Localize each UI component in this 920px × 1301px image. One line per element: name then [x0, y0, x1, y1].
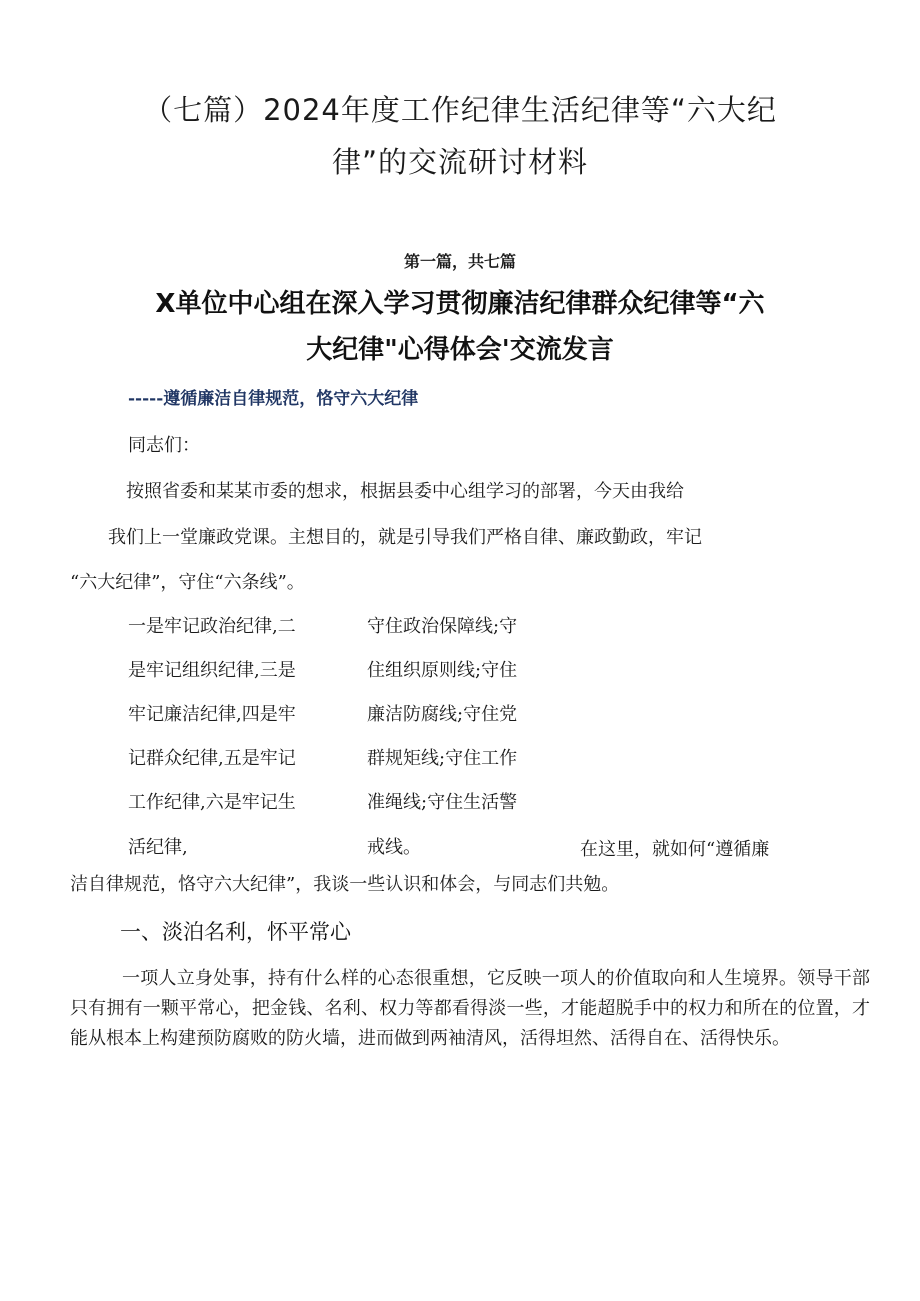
left-column-line: 活纪律, — [128, 837, 188, 858]
section-label: 第一篇，共七篇 — [403, 252, 516, 271]
document-title-line-1: （七篇）2024年度工作纪律生活纪律等“六大纪 — [143, 93, 777, 127]
intro-line-2: 我们上一堂廉政党课。主想目的，就是引导我们严格自律、廉政勤政，牢记 — [108, 527, 702, 548]
left-column-line: 是牢记组织纪律,三是 — [128, 660, 296, 681]
section-heading-one: 一、淡泊名利，怀平常心 — [120, 920, 351, 944]
left-column-line: 一是牢记政治纪律,二 — [128, 616, 296, 637]
document-title-line-2: 律”的交流研讨材料 — [331, 145, 589, 179]
right-column-line: 廉洁防腐线;守住党 — [367, 704, 518, 725]
left-column-line: 牢记廉洁纪律,四是牢 — [128, 704, 296, 725]
salutation: 同志们： — [128, 435, 200, 456]
transition-text-start: 在这里，就如何“遵循廉 — [580, 839, 770, 860]
intro-line-3: “六大纪律”，守住“六条线”。 — [70, 572, 305, 593]
right-column-line: 戒线。 — [367, 837, 421, 858]
right-column-line: 住组织原则线;守住 — [367, 660, 518, 681]
right-column-line: 群规矩线;守住工作 — [367, 748, 518, 769]
right-column-line: 准绳线;守住生活警 — [367, 792, 518, 813]
left-column-line: 记群众纪律,五是牢记 — [128, 748, 296, 769]
speech-subtitle: -----遵循廉洁自律规范，恪守六大纪律 — [128, 389, 419, 409]
speech-title-line-1: X单位中心组在深入学习贯彻廉洁纪律群众纪律等“六 — [155, 289, 765, 319]
speech-title-line-2: 大纪律"心得体会'交流发言 — [306, 335, 614, 365]
right-column-line: 守住政治保障线;守 — [367, 616, 518, 637]
transition-text-end: 洁自律规范，恪守六大纪律”，我谈一些认识和体会，与同志们共勉。 — [70, 874, 620, 895]
intro-line-1: 按照省委和某某市委的想求，根据县委中心组学习的部署，今天由我给 — [126, 481, 684, 502]
left-column-line: 工作纪律,六是牢记生 — [128, 792, 296, 813]
paragraph-one: 一项人立身处事，持有什么样的心态很重想，它反映一项人的价值取向和人生境界。领导干部只有拥有一颗平常心，把金钱、名利、权力等都看得淡一些，才能超脱手中的权力和所在的位置，才能从根本上构建预防腐败的防火墙，进而做到两袖清风，活得坦然、活得自在、活得快乐。 — [70, 968, 870, 1049]
